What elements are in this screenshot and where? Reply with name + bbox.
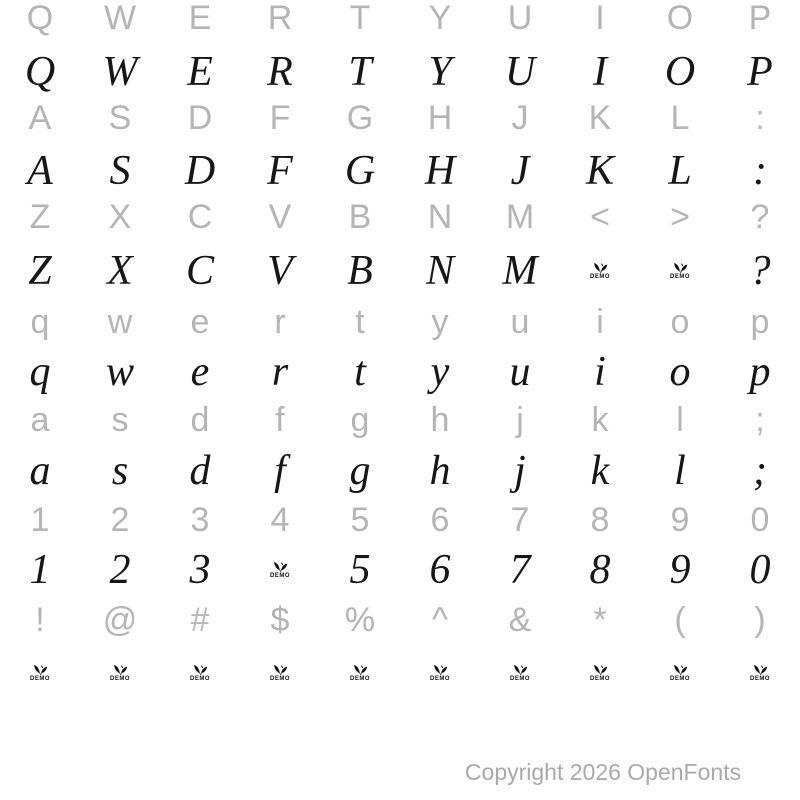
glyph-cell: i [596,303,604,341]
glyph-cell: ( [674,601,686,639]
glyph-cell: i [594,349,606,395]
demo-glyph [590,262,610,280]
glyph-cell: g [349,448,371,494]
demo-label: DEMO [750,676,770,682]
demo-glyph-cell [160,648,240,698]
reference-row [0,297,800,347]
glyph-cell: U [504,49,536,95]
reference-row [0,192,800,242]
glyph-cell: M [502,248,538,294]
glyph-cell: 5 [350,501,370,539]
glyph-cell: M [505,198,535,236]
demo-label: DEMO [670,274,690,280]
glyph-cell: D [184,148,216,194]
glyph-cell: % [344,601,376,639]
demo-glyph [190,664,210,682]
glyph-cell: 2 [110,501,130,539]
fleuron-icon [753,664,768,675]
glyph-cell: A [28,99,52,137]
glyph-cell: h [429,448,451,494]
glyph-cell: p [750,303,770,341]
glyph-cell: < [590,198,610,236]
glyph-cell: N [425,248,454,294]
demo-label: DEMO [510,676,530,682]
glyph-cell: Y [428,49,452,95]
glyph-cell: h [430,401,450,439]
glyph-cell: ) [754,601,766,639]
specimen-row [0,347,800,397]
demo-glyph-cell [240,648,320,698]
glyph-cell: a [29,448,51,494]
glyph-cell: y [431,303,449,341]
glyph-cell: : [755,99,765,137]
glyph-cell: B [347,248,373,294]
fleuron-icon [673,664,688,675]
demo-glyph-cell [640,648,720,698]
glyph-cell: u [510,303,530,341]
glyph-cell: l [674,448,686,494]
glyph-cell: # [190,601,210,639]
glyph-cell: I [595,0,605,37]
glyph-cell: T [348,49,372,95]
glyph-cell: & [508,601,532,639]
glyph-cell: F [267,148,293,194]
reference-row [0,0,800,43]
glyph-cell: L [670,99,690,137]
glyph-cell: H [424,148,456,194]
glyph-cell: 7 [509,547,531,593]
glyph-cell: 3 [190,501,210,539]
glyph-cell: 0 [749,547,771,593]
glyph-cell: C [185,248,214,294]
glyph-cell: f [275,401,285,439]
glyph-cell: 8 [589,547,611,593]
demo-label: DEMO [270,573,290,579]
glyph-cell: k [591,401,609,439]
glyph-cell: o [670,303,690,341]
glyph-cell: t [354,349,366,395]
specimen-row [0,648,800,698]
glyph-cell: D [187,99,213,137]
fleuron-icon [273,664,288,675]
glyph-cell: 9 [670,501,690,539]
glyph-cell: ^ [432,601,448,639]
glyph-cell: Q [24,49,56,95]
glyph-cell: E [188,0,212,37]
glyph-cell: Z [29,198,51,236]
demo-glyph-cell [560,246,640,296]
glyph-cell: I [593,49,607,95]
glyph-cell: G [346,99,374,137]
glyph-cell: W [103,0,137,37]
glyph-cell: S [108,99,132,137]
glyph-cell: @ [102,601,138,639]
glyph-cell: : [753,148,767,194]
glyph-cell: ? [750,198,770,236]
glyph-cell: s [111,401,129,439]
demo-glyph [670,262,690,280]
glyph-cell: j [516,401,524,439]
fleuron-icon [593,664,608,675]
demo-glyph-cell [640,246,720,296]
glyph-cell: V [268,198,292,236]
copyright-text: Copyright 2026 OpenFonts [464,759,742,785]
fleuron-icon [593,262,608,273]
demo-label: DEMO [350,676,370,682]
fleuron-icon [33,664,48,675]
glyph-cell: g [350,401,370,439]
glyph-cell: f [274,448,286,494]
specimen-row [0,446,800,496]
reference-row [0,93,800,143]
glyph-cell: 8 [590,501,610,539]
demo-glyph-cell [480,648,560,698]
glyph-cell: E [187,49,213,95]
glyph-cell: o [669,349,691,395]
specimen-row [0,545,800,595]
glyph-cell: 6 [430,501,450,539]
glyph-cell: ! [35,601,45,639]
demo-label: DEMO [590,676,610,682]
glyph-cell: N [427,198,453,236]
glyph-cell: K [588,99,612,137]
glyph-cell: l [676,401,684,439]
glyph-cell: q [30,303,50,341]
glyph-cell: s [111,448,129,494]
fleuron-icon [113,664,128,675]
demo-glyph-cell [720,648,800,698]
specimen-row [0,246,800,296]
glyph-cell: e [190,303,210,341]
glyph-cell: r [271,349,289,395]
glyph-cell: Q [26,0,54,37]
demo-glyph-cell [0,648,80,698]
glyph-cell: d [190,401,210,439]
fleuron-icon [513,664,528,675]
glyph-cell: 3 [189,547,211,593]
demo-label: DEMO [30,676,50,682]
glyph-cell: U [507,0,533,37]
glyph-cell: 6 [429,547,451,593]
reference-row [0,595,800,645]
glyph-cell: B [348,198,372,236]
demo-glyph [110,664,130,682]
glyph-cell: $ [270,601,290,639]
glyph-cell: 0 [750,501,770,539]
demo-label: DEMO [190,676,210,682]
demo-glyph [270,561,290,579]
glyph-cell: 4 [270,501,290,539]
glyph-cell: j [514,448,526,494]
glyph-cell: V [267,248,293,294]
glyph-cell: ? [749,248,771,294]
glyph-cell: O [666,0,694,37]
fleuron-icon [433,664,448,675]
demo-glyph [590,664,610,682]
demo-glyph [350,664,370,682]
glyph-cell: P [747,49,773,95]
glyph-cell: H [427,99,453,137]
demo-glyph-cell [560,648,640,698]
glyph-cell: R [267,0,293,37]
glyph-cell: R [267,49,293,95]
demo-glyph [750,664,770,682]
glyph-cell: Y [428,0,452,37]
demo-label: DEMO [670,676,690,682]
glyph-cell: G [344,148,376,194]
demo-glyph [510,664,530,682]
glyph-cell: 2 [109,547,131,593]
glyph-cell: e [190,349,210,395]
glyph-cell: A [27,148,53,194]
fleuron-icon [673,262,688,273]
fleuron-icon [193,664,208,675]
reference-row [0,495,800,545]
glyph-cell: J [511,99,529,137]
glyph-cell: T [349,0,371,37]
glyph-cell: 7 [510,501,530,539]
fleuron-icon [273,561,288,572]
glyph-cell: k [590,448,610,494]
fleuron-icon [353,664,368,675]
demo-label: DEMO [270,676,290,682]
glyph-cell: K [585,148,614,194]
glyph-cell: u [509,349,531,395]
glyph-cell: ; [755,401,765,439]
glyph-cell: J [510,148,530,194]
glyph-cell: 9 [669,547,691,593]
glyph-cell: ; [753,448,767,494]
glyph-cell: O [664,49,696,95]
demo-glyph [670,664,690,682]
glyph-cell: w [105,349,134,395]
glyph-cell: y [430,349,450,395]
glyph-cell: P [748,0,772,37]
glyph-cell: W [102,49,138,95]
glyph-cell: * [593,601,607,639]
demo-label: DEMO [590,274,610,280]
glyph-cell: r [274,303,286,341]
reference-row [0,395,800,445]
specimen-row [0,47,800,97]
demo-glyph [30,664,50,682]
glyph-cell: S [109,148,131,194]
glyph-cell: q [29,349,51,395]
glyph-cell: X [107,248,133,294]
demo-glyph [430,664,450,682]
demo-glyph-cell [240,545,320,595]
glyph-cell: 5 [349,547,371,593]
glyph-cell: > [670,198,690,236]
demo-label: DEMO [430,676,450,682]
demo-glyph-cell [320,648,400,698]
glyph-cell: Z [28,248,52,294]
demo-label: DEMO [110,676,130,682]
glyph-cell: L [668,148,692,194]
glyph-cell: F [269,99,291,137]
glyph-cell: a [30,401,50,439]
glyph-cell: C [187,198,213,236]
specimen-row [0,146,800,196]
glyph-cell: p [749,349,771,395]
glyph-cell: d [189,448,211,494]
glyph-cell: 1 [29,547,51,593]
glyph-cell: X [108,198,132,236]
demo-glyph-cell [400,648,480,698]
demo-glyph [270,664,290,682]
demo-glyph-cell [80,648,160,698]
glyph-cell: t [355,303,365,341]
glyph-cell: w [107,303,133,341]
glyph-cell: 1 [30,501,50,539]
